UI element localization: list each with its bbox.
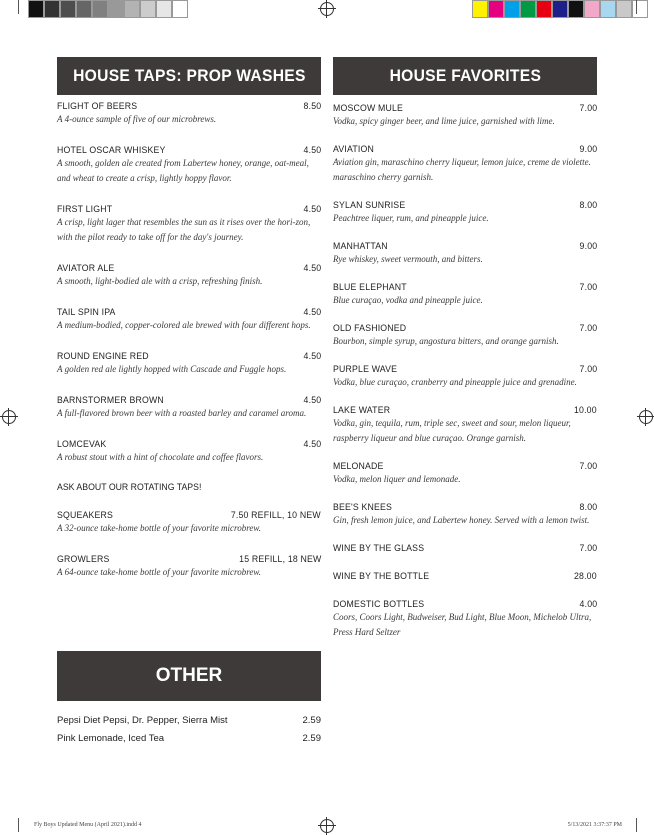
- gray-swatch: [60, 0, 76, 18]
- registration-mark-bottom: [320, 819, 334, 833]
- menu-item: [333, 461, 597, 487]
- house-favorites-banner: [333, 57, 597, 95]
- item-header: [333, 241, 597, 252]
- item-description: A golden red ale lightly hopped with Cascade and Fuggle hops.: [57, 364, 287, 374]
- item-name: ROUND ENGINE RED: [57, 351, 149, 362]
- item-header: [333, 461, 597, 472]
- house-taps-column: [57, 57, 321, 580]
- item-header: [57, 263, 321, 274]
- item-name: GROWLERS: [57, 554, 110, 565]
- item-price: 4.00: [579, 599, 597, 610]
- other-banner: [57, 651, 321, 701]
- registration-mark-right: [639, 410, 653, 424]
- item-name: DOMESTIC BOTTLES: [333, 599, 425, 610]
- house-taps-title: HOUSE TAPS: PROP WASHES: [72, 66, 306, 85]
- item-header: [333, 405, 597, 416]
- item-name: MANHATTAN: [333, 241, 388, 252]
- other-item: [57, 730, 321, 748]
- item-description: A medium-bodied, copper-colored ale brewed with four different hops.: [57, 320, 311, 330]
- item-name: WINE BY THE GLASS: [333, 543, 425, 554]
- item-header: [333, 144, 597, 155]
- item-header: [57, 307, 321, 318]
- item-header: [333, 103, 597, 114]
- item-description: Vodka, gin, tequila, rum, triple sec, sweet and sour, melon liqueur, raspberry liqueur and blue curaçao. Orange garnish.: [333, 418, 571, 443]
- item-price: 10.00: [574, 405, 597, 416]
- menu-item: [57, 510, 321, 536]
- menu-item: [57, 145, 321, 186]
- menu-item: [333, 405, 597, 446]
- menu-item: [333, 103, 597, 129]
- item-price: 4.50: [303, 263, 321, 274]
- item-header: [333, 364, 597, 375]
- item-description: A robust stout with a hint of chocolate and coffee flavors.: [57, 452, 264, 462]
- gray-swatch: [28, 0, 44, 18]
- item-description: Rye whiskey, sweet vermouth, and bitters.: [333, 254, 483, 264]
- item-description: Bourbon, simple syrup, angostura bitters, and orange garnish.: [333, 336, 559, 346]
- item-header: [333, 502, 597, 513]
- house-favorites-column: [333, 57, 597, 640]
- menu-item: [57, 395, 321, 421]
- registration-mark-left: [2, 410, 16, 424]
- menu-item: [333, 599, 597, 640]
- crop-mark: [636, 0, 637, 14]
- item-price: 8.50: [303, 101, 321, 112]
- item-price: 7.00: [579, 103, 597, 114]
- item-name: AVIATOR ALE: [57, 263, 115, 274]
- house-taps-banner: [57, 57, 321, 95]
- menu-item: [57, 101, 321, 127]
- item-header: [333, 571, 597, 582]
- item-name: BEE'S KNEES: [333, 502, 393, 513]
- color-swatch: [632, 0, 648, 18]
- item-description: Blue curaçao, vodka and pineapple juice.: [333, 295, 483, 305]
- item-price: 4.50: [303, 307, 321, 318]
- item-header: [333, 599, 597, 610]
- crop-mark: [18, 0, 19, 14]
- item-price: 9.00: [579, 144, 597, 155]
- item-description: Vodka, melon liquer and lemonade.: [333, 474, 461, 484]
- crop-mark: [18, 818, 19, 832]
- color-swatch: [472, 0, 488, 18]
- gray-swatch: [44, 0, 60, 18]
- item-name: HOTEL OSCAR WHISKEY: [57, 145, 166, 156]
- other-item-name: Pepsi Diet Pepsi, Dr. Pepper, Sierra Mist: [57, 715, 228, 726]
- item-header: [57, 204, 321, 215]
- gray-swatch: [92, 0, 108, 18]
- item-price: 7.50 REFILL, 10 NEW: [231, 510, 321, 521]
- favorites-list: [333, 103, 597, 640]
- item-name: MOSCOW MULE: [333, 103, 404, 114]
- rotating-taps-note: ASK ABOUT OUR ROTATING TAPS!: [57, 482, 202, 493]
- item-price: 7.00: [579, 323, 597, 334]
- item-description: Vodka, spicy ginger beer, and lime juice, garnished with lime.: [333, 116, 555, 126]
- other-item: [57, 712, 321, 730]
- item-name: LOMCEVAK: [57, 439, 107, 450]
- item-description: A smooth, light-bodied ale with a crisp, refreshing finish.: [57, 276, 263, 286]
- item-price: 8.00: [579, 502, 597, 513]
- other-item-price: 2.59: [302, 733, 321, 744]
- item-description: Coors, Coors Light, Budweiser, Bud Light, Blue Moon, Michelob Ultra, Press Hard Seltzer: [333, 612, 592, 637]
- item-price: 15 REFILL, 18 NEW: [238, 554, 321, 565]
- menu-item: [333, 502, 597, 528]
- color-swatch: [488, 0, 504, 18]
- menu-item: [57, 263, 321, 289]
- footer-file-name: Fly Boys Updated Menu (April 2021).indd 4: [34, 822, 142, 828]
- gray-swatch: [172, 0, 188, 18]
- item-header: [333, 282, 597, 293]
- item-name: OLD FASHIONED: [333, 323, 407, 334]
- item-header: [333, 543, 597, 554]
- gray-swatch: [156, 0, 172, 18]
- other-list: [57, 712, 321, 748]
- item-description: A 4-ounce sample of five of our microbrews.: [57, 114, 217, 124]
- item-name: BARNSTORMER BROWN: [57, 395, 164, 406]
- item-header: [333, 323, 597, 334]
- takehome-list: [57, 510, 321, 580]
- color-calibration-bar: [472, 0, 648, 16]
- item-price: 9.00: [579, 241, 597, 252]
- item-price: 28.00: [574, 571, 597, 582]
- menu-item: [333, 571, 597, 582]
- item-price: 4.50: [303, 395, 321, 406]
- item-name: AVIATION: [333, 144, 374, 155]
- item-header: [57, 101, 321, 112]
- menu-item: [57, 351, 321, 377]
- item-price: 7.00: [579, 461, 597, 472]
- item-name: WINE BY THE BOTTLE: [333, 571, 430, 582]
- item-price: 8.00: [579, 200, 597, 211]
- item-name: LAKE WATER: [333, 405, 391, 416]
- item-name: TAIL SPIN IPA: [57, 307, 116, 318]
- item-description: Vodka, blue curaçao, cranberry and pineapple juice and grenadine.: [333, 377, 577, 387]
- item-header: [333, 200, 597, 211]
- menu-item: [333, 364, 597, 390]
- item-name: SYLAN SUNRISE: [333, 200, 406, 211]
- gray-swatch: [124, 0, 140, 18]
- gray-swatch: [140, 0, 156, 18]
- menu-item: [57, 204, 321, 245]
- menu-item: [333, 282, 597, 308]
- item-price: 7.00: [579, 543, 597, 554]
- crop-mark: [636, 818, 637, 832]
- other-item-name: Pink Lemonade, Iced Tea: [57, 733, 165, 744]
- item-header: [57, 439, 321, 450]
- other-title: OTHER: [155, 665, 223, 686]
- other-item-price: 2.59: [302, 715, 321, 726]
- menu-item: [333, 144, 597, 185]
- color-swatch: [504, 0, 520, 18]
- item-header: [57, 510, 321, 521]
- item-price: 4.50: [303, 439, 321, 450]
- item-price: 7.00: [579, 282, 597, 293]
- item-header: [57, 554, 321, 565]
- item-description: Gin, fresh lemon juice, and Labertew honey. Served with a lemon twist.: [333, 515, 590, 525]
- color-swatch: [552, 0, 568, 18]
- item-description: A crisp, light lager that resembles the sun as it rises over the hori-zon, with the pilot ready to take off for the day's journey.: [57, 217, 311, 242]
- house-favorites-title: HOUSE FAVORITES: [389, 66, 541, 85]
- color-swatch: [536, 0, 552, 18]
- item-name: BLUE ELEPHANT: [333, 282, 407, 293]
- item-price: 4.50: [303, 351, 321, 362]
- item-name: SQUEAKERS: [57, 510, 114, 521]
- gray-swatch: [108, 0, 124, 18]
- color-swatch: [520, 0, 536, 18]
- grayscale-calibration-bar: [28, 0, 188, 16]
- item-price: 4.50: [303, 204, 321, 215]
- item-header: [57, 395, 321, 406]
- menu-item: [333, 543, 597, 554]
- menu-item: [333, 241, 597, 267]
- item-name: MELONADE: [333, 461, 384, 472]
- menu-item: [57, 554, 321, 580]
- menu-item: [57, 439, 321, 465]
- item-description: Aviation gin, maraschino cherry liqueur, lemon juice, creme de violette. maraschino cherry garnish.: [333, 157, 591, 182]
- item-name: FLIGHT OF BEERS: [57, 101, 138, 112]
- item-description: A smooth, golden ale created from Labertew honey, orange, oat-meal, and wheat to create a crisp, lightly hoppy flavor.: [57, 158, 309, 183]
- registration-mark-top: [320, 2, 334, 16]
- item-description: A full-flavored brown beer with a roasted barley and caramel aroma.: [57, 408, 307, 418]
- menu-item: [333, 200, 597, 226]
- menu-item: [57, 307, 321, 333]
- item-header: [57, 145, 321, 156]
- color-swatch: [600, 0, 616, 18]
- taps-list: [57, 101, 321, 465]
- item-price: 7.00: [579, 364, 597, 375]
- item-description: A 32-ounce take-home bottle of your favorite microbrew.: [57, 523, 261, 533]
- color-swatch: [616, 0, 632, 18]
- menu-item: [333, 323, 597, 349]
- item-name: PURPLE WAVE: [333, 364, 398, 375]
- footer-timestamp: 5/13/2021 3:37:37 PM: [567, 822, 622, 828]
- item-name: FIRST LIGHT: [57, 204, 113, 215]
- item-price: 4.50: [303, 145, 321, 156]
- gray-swatch: [76, 0, 92, 18]
- color-swatch: [584, 0, 600, 18]
- item-description: A 64-ounce take-home bottle of your favorite microbrew.: [57, 567, 261, 577]
- color-swatch: [568, 0, 584, 18]
- item-header: [57, 351, 321, 362]
- item-description: Peachtree liquer, rum, and pineapple juice.: [333, 213, 489, 223]
